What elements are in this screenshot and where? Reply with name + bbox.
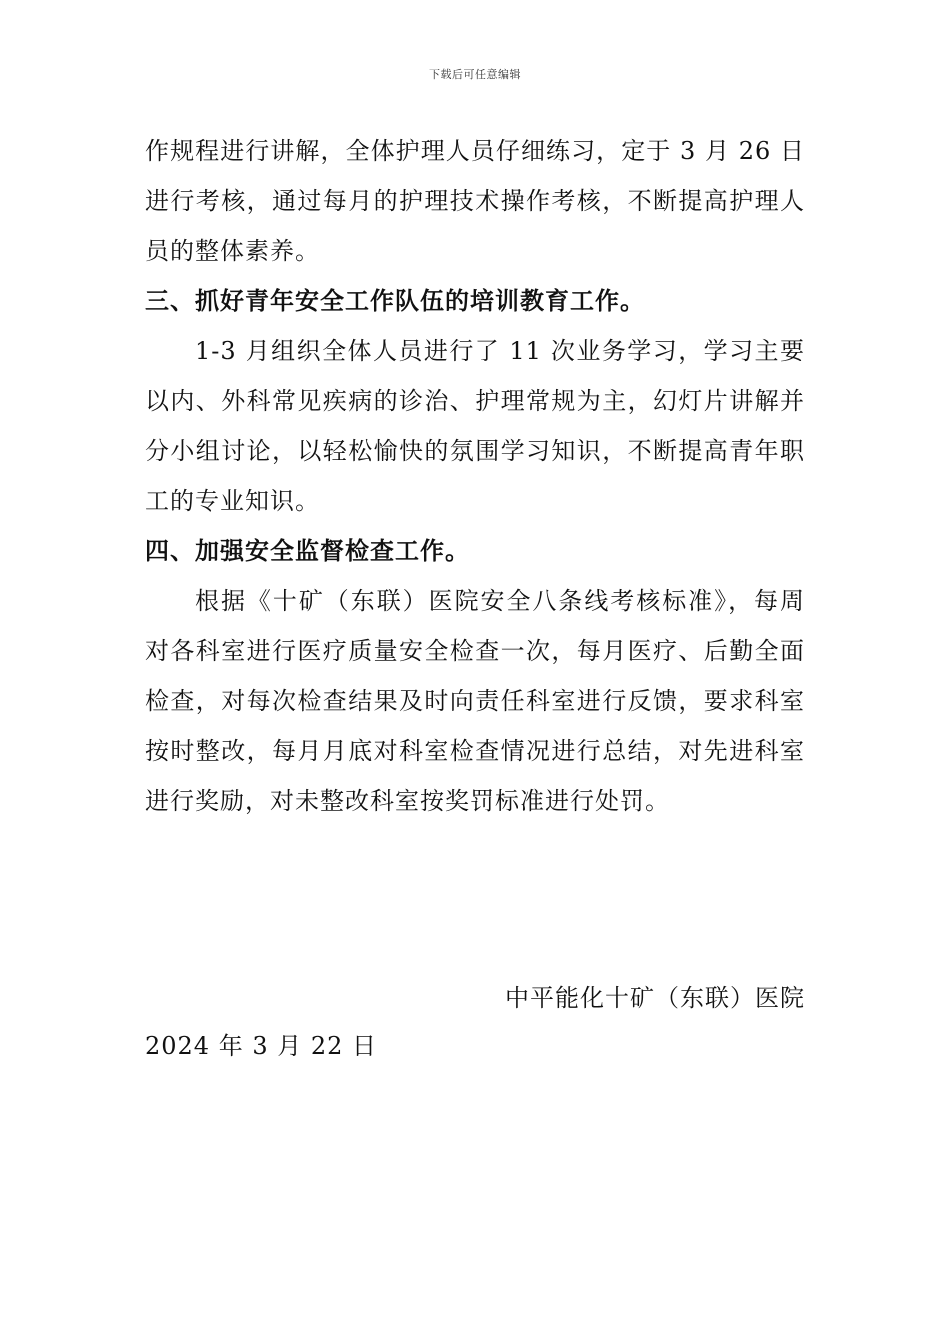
document-body xyxy=(145,126,805,826)
paragraph-training-continuation: 作规程进行讲解，全体护理人员仔细练习，定于 3 月 26 日进行考核，通过每月的护理技术操作考核，不断提高护理人员的整体素养。 xyxy=(145,137,805,265)
signature-date: 2024 年 3 月 22 日 xyxy=(145,1032,378,1060)
section-heading-3: 三、抓好青年安全工作队伍的培训教育工作。 xyxy=(145,286,645,315)
download-note: 下载后可任意编辑 xyxy=(429,68,521,81)
section-heading-4: 四、加强安全监督检查工作。 xyxy=(145,536,470,565)
paragraph-youth-training: 1-3 月组织全体人员进行了 11 次业务学习，学习主要以内、外科常见疾病的诊治、护理常规为主，幻灯片讲解并分小组讨论，以轻松愉快的氛围学习知识，不断提高青年职工的专业知识。 xyxy=(145,337,805,515)
paragraph-safety-inspection: 根据《十矿（东联）医院安全八条线考核标准》，每周对各科室进行医疗质量安全检查一次，每月医疗、后勤全面检查，对每次检查结果及时向责任科室进行反馈，要求科室按时整改，每月月底对科室检查情况进行总结，对先进科室进行奖励，对未整改科室按奖罚标准进行处罚。 xyxy=(145,587,805,815)
signature-organization: 中平能化十矿（东联）医院 xyxy=(505,984,805,1012)
